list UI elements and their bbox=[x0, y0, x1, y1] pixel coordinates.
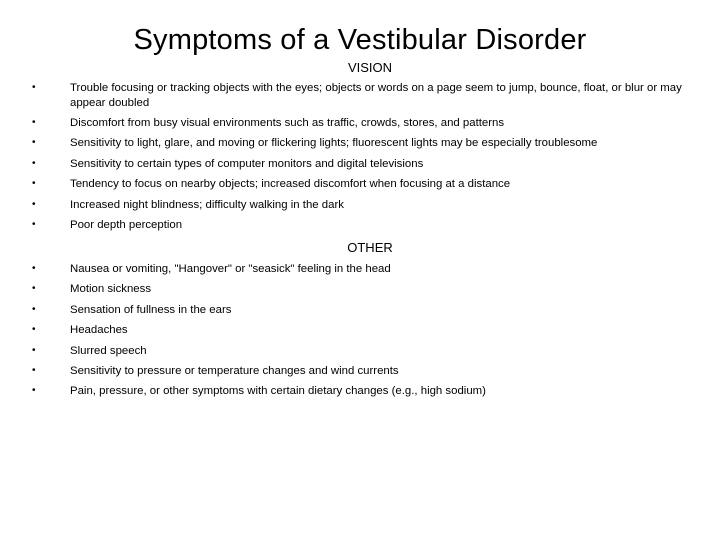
bullet-icon: • bbox=[32, 137, 36, 149]
list-item-text: Increased night blindness; difficulty walking in the dark bbox=[70, 198, 344, 211]
list-item bbox=[0, 218, 720, 233]
list-item bbox=[0, 81, 720, 110]
bullet-icon: • bbox=[32, 385, 36, 397]
bullet-icon: • bbox=[32, 116, 36, 128]
list-item bbox=[0, 198, 720, 213]
list-item bbox=[0, 157, 720, 172]
list-item-text: Slurred speech bbox=[70, 344, 147, 357]
list-item-text: Motion sickness bbox=[70, 283, 152, 296]
bullet-icon: • bbox=[32, 283, 36, 295]
section-heading-vision: VISION bbox=[347, 60, 393, 75]
list-item bbox=[0, 384, 720, 399]
list-item-text: Tendency to focus on nearby objects; increased discomfort when focusing at a distance bbox=[70, 178, 511, 191]
bullet-list-other bbox=[0, 262, 720, 405]
list-item-text: Nausea or vomiting, "Hangover" or "seasick" feeling in the head bbox=[70, 263, 391, 275]
list-item bbox=[0, 364, 720, 379]
bullet-icon: • bbox=[32, 344, 36, 356]
list-item bbox=[0, 177, 720, 192]
list-item-text: Pain, pressure, or other symptoms with certain dietary changes (e.g., high sodium) bbox=[70, 385, 486, 398]
list-item-text: Trouble focusing or tracking objects with the eyes; objects or words on a page seem to jump, bounce, float, or blur or may appear doubled bbox=[70, 82, 682, 109]
bullet-icon: • bbox=[32, 303, 36, 315]
list-item-text: Sensitivity to light, glare, and moving or flickering lights; fluorescent lights may be especially troublesome bbox=[70, 137, 598, 150]
bullet-icon: • bbox=[32, 324, 36, 336]
bullet-icon: • bbox=[32, 178, 36, 190]
list-item bbox=[0, 116, 720, 131]
section-heading-other: OTHER bbox=[347, 240, 393, 255]
list-item-text: Sensitivity to pressure or temperature changes and wind currents bbox=[70, 364, 399, 377]
list-item bbox=[0, 344, 720, 359]
list-item-text: Sensitivity to certain types of computer monitors and digital televisions bbox=[70, 157, 424, 170]
bullet-list-vision bbox=[0, 81, 720, 238]
bullet-icon: • bbox=[32, 263, 36, 274]
bullet-icon: • bbox=[32, 157, 36, 169]
bullet-icon: • bbox=[32, 218, 36, 230]
list-item bbox=[0, 282, 720, 297]
list-item bbox=[0, 262, 720, 277]
list-item-text: Poor depth perception bbox=[70, 218, 183, 231]
bullet-icon: • bbox=[32, 82, 36, 93]
bullet-icon: • bbox=[32, 364, 36, 376]
list-item-text: Sensation of fullness in the ears bbox=[70, 303, 232, 316]
list-item bbox=[0, 303, 720, 318]
list-item-text: Discomfort from busy visual environments such as traffic, crowds, stores, and patterns bbox=[70, 116, 505, 129]
slide-title: Symptoms of a Vestibular Disorder bbox=[133, 24, 587, 56]
list-item-text: Headaches bbox=[70, 324, 128, 337]
list-item bbox=[0, 323, 720, 338]
list-item bbox=[0, 136, 720, 151]
bullet-icon: • bbox=[32, 198, 36, 210]
